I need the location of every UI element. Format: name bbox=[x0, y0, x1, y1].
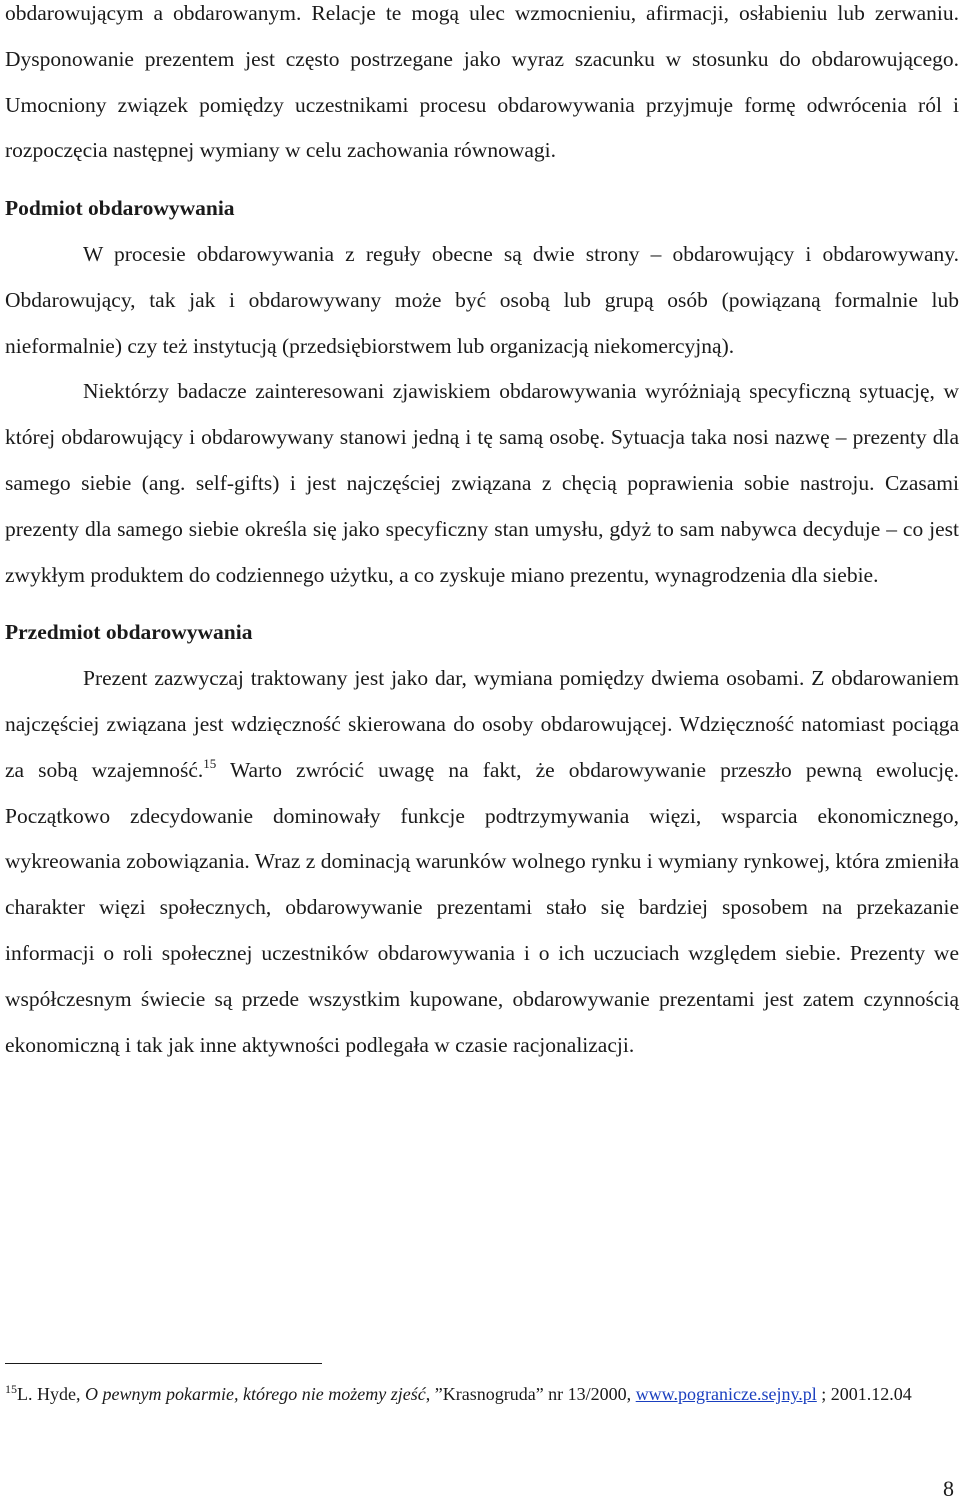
body-paragraph: obdarowującym a obdarowanym. Relacje te mogą ulec wzmocnieniu, afirmacji, osłabieniu lub zerwaniu. Dysponowanie prezentem jest często postrzegane jako wyraz szacunku w stosunku do obdarowującego. Umocniony związek pomiędzy uczestnikami procesu obdarowywania przyjmuje formę odwrócenia ról i rozpoczęcia następnej wymiany w celu zachowania równowagi. bbox=[5, 1, 959, 163]
section-heading-przedmiot: Przedmiot obdarowywania bbox=[5, 620, 253, 645]
footnote-link[interactable]: www.pogranicze.sejny.pl bbox=[635, 1384, 817, 1404]
body-paragraph bbox=[5, 656, 959, 1068]
paragraph-text: Warto zwrócić uwagę na fakt, że obdarowywanie przeszło pewną ewolucję. Początkowo zdecydowanie dominowały funkcje podtrzymywania więzi, wsparcia ekonomicznego, wykreowania zobowiązania. Wraz z dominacją warunków wolnego rynku i wymiany rynkowej, która zmieniła charakter więzi społecznych, obdarowywanie prezentami stało się bardziej sposobem na przekazanie informacji o roli społecznej uczestników obdarowywania i o ich uczuciach względem siebie. Prezenty we współczesnym świecie są przede wszystkim kupowane, obdarowywanie prezentami jest zatem czynnością ekonomiczną i tak jak inne aktywności podlegała w czasie racjonalizacji. bbox=[5, 757, 959, 1057]
footnote-author: L. Hyde, bbox=[17, 1384, 85, 1404]
footnote-date: ; 2001.12.04 bbox=[816, 1384, 912, 1404]
paragraph-text: Prezent zazwyczaj traktowany jest jako dar, wymiana pomiędzy dwiema osobami. Z obdarowaniem najczęściej związana jest wdzięczność skierowana do osoby obdarowującej. Wdzięczność natomiast pociąga za sobą wzajemność. bbox=[5, 666, 959, 782]
footnote-reference[interactable]: 15 bbox=[203, 755, 217, 771]
page-number: 8 bbox=[943, 1476, 954, 1501]
footnote-number: 15 bbox=[5, 1382, 17, 1396]
section-heading-podmiot: Podmiot obdarowywania bbox=[5, 196, 235, 221]
footnote bbox=[5, 1381, 959, 1407]
footnote-title: O pewnym pokarmie, którego nie możemy zjeść bbox=[84, 1384, 426, 1404]
footnote-source: , ”Krasnogruda” nr 13/2000, bbox=[425, 1384, 636, 1404]
document-page bbox=[5, 0, 959, 1068]
footnote-separator bbox=[5, 1363, 322, 1364]
body-paragraph: W procesie obdarowywania z reguły obecne są dwie strony – obdarowujący i obdarowywany. Obdarowujący, tak jak i obdarowywany może być osobą lub grupą osób (powiązaną formalnie lub nieformalnie) czy też instytucją (przedsiębiorstwem lub organizacją niekomercyjną). bbox=[5, 241, 959, 358]
body-paragraph: Niektórzy badacze zainteresowani zjawiskiem obdarowywania wyróżniają specyficzną sytuację, w której obdarowujący i obdarowywany stanowi jedną i tę samą osobę. Sytuacja taka nosi nazwę – prezenty dla samego siebie (ang. self-gifts) i jest najczęściej związana z chęcią poprawienia sobie nastroju. Czasami prezenty dla samego siebie określa się jako specyficzny stan umysłu, gdyż to sam nabywca decyduje – co jest zwykłym produktem do codziennego użytku, a co zyskuje miano prezentu, wynagrodzenia dla siebie. bbox=[5, 379, 959, 587]
